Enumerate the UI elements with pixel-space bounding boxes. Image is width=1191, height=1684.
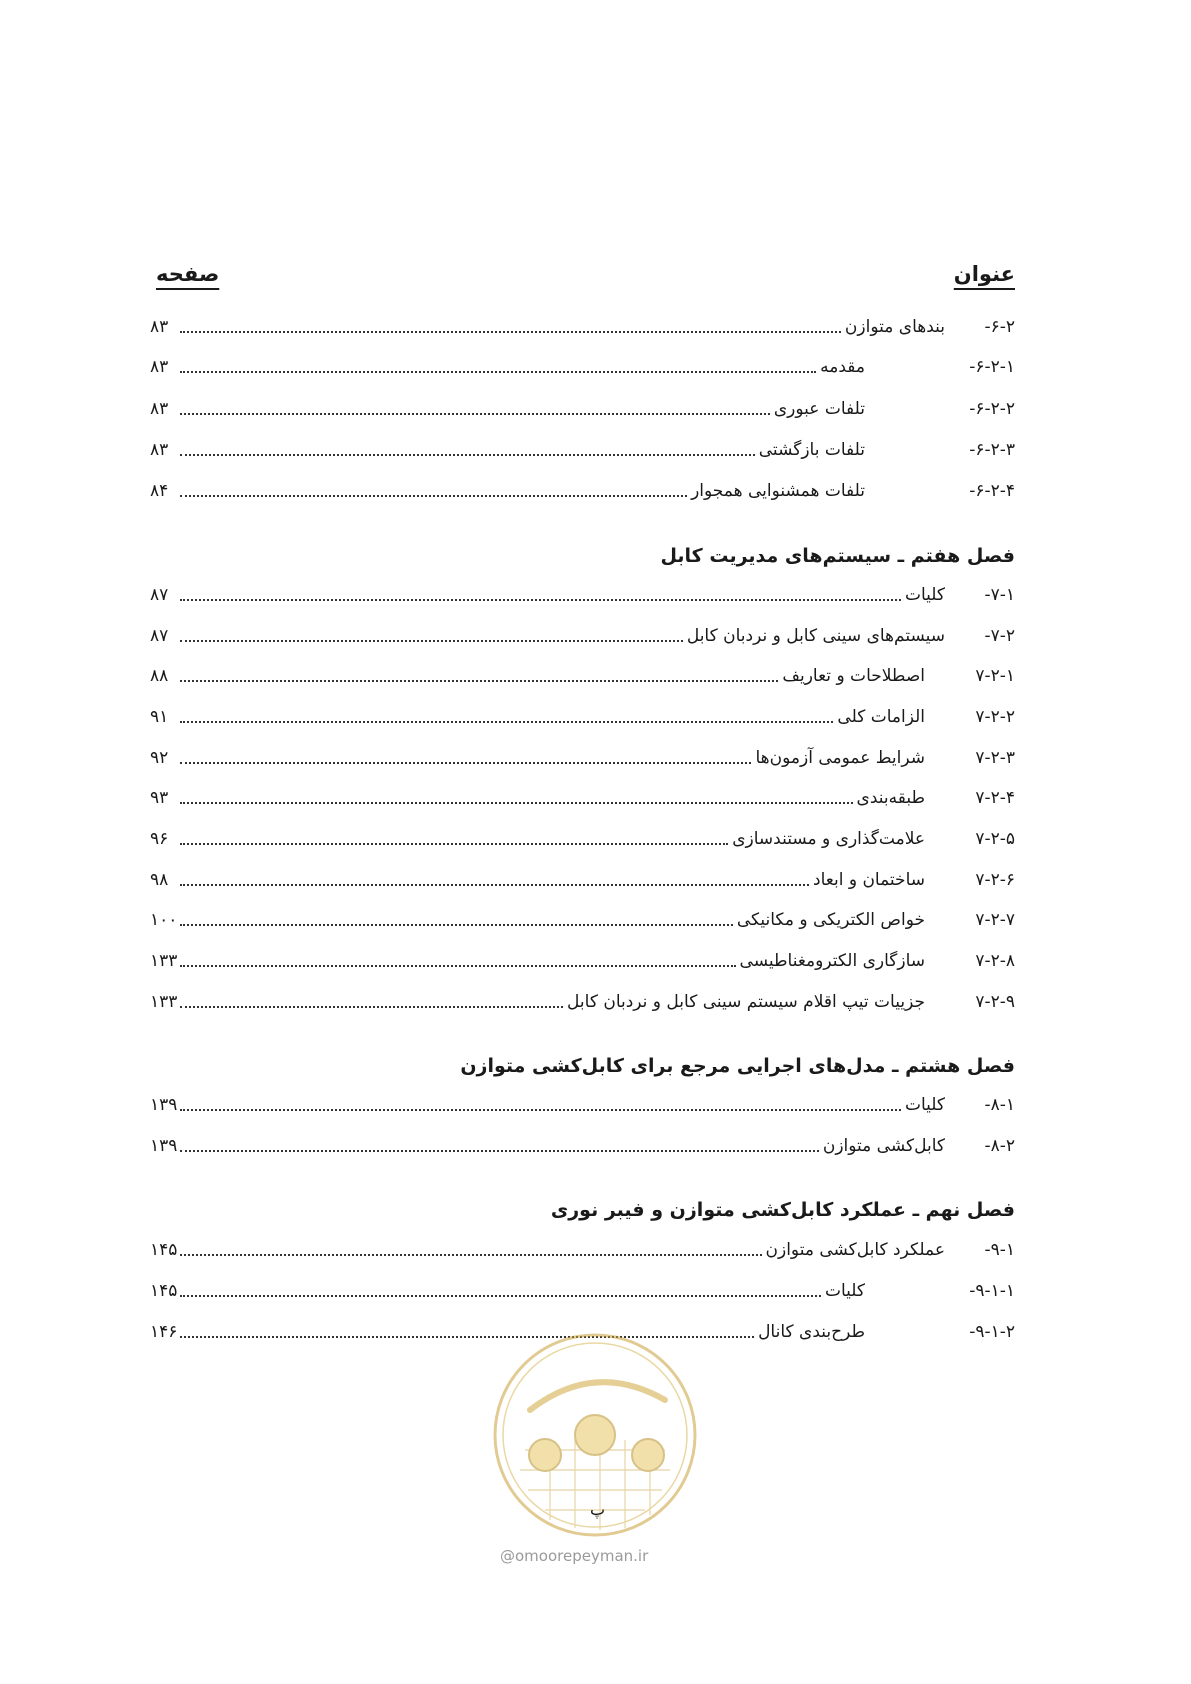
toc-entry[interactable] bbox=[150, 357, 1015, 387]
toc-entry-number: ۷-۲-۴ bbox=[975, 788, 1015, 808]
toc-leader-dots bbox=[180, 762, 751, 764]
toc-entry-number: ۶-۲-۴- bbox=[969, 481, 1015, 501]
toc-entry-page: ۹۲ bbox=[150, 748, 169, 768]
toc-entry-title: بندهای متوازن bbox=[844, 317, 945, 337]
toc-entry-number: ۷-۲-۶ bbox=[975, 870, 1015, 890]
toc-entry-page: ۸۳ bbox=[150, 440, 169, 460]
toc-entry-number: ۶-۲-۱- bbox=[969, 357, 1015, 377]
toc-entry[interactable] bbox=[150, 788, 1015, 818]
toc-leader-dots bbox=[180, 721, 833, 723]
toc-entry-number: ۷-۲-۵ bbox=[975, 829, 1015, 849]
toc-entry-page: ۸۷ bbox=[150, 585, 169, 605]
toc-entry[interactable] bbox=[150, 992, 1015, 1022]
toc-entry[interactable] bbox=[150, 951, 1015, 981]
toc-entry[interactable] bbox=[150, 870, 1015, 900]
toc-entry-title: طبقه‌بندی bbox=[856, 788, 925, 808]
toc-leader-dots bbox=[180, 924, 733, 926]
toc-entry-number: ۶-۲-۲- bbox=[969, 399, 1015, 419]
toc-entry-title: تلفات بازگشتی bbox=[758, 440, 865, 460]
toc-leader-dots bbox=[180, 965, 736, 967]
toc-leader-dots bbox=[180, 843, 728, 845]
toc-entry[interactable] bbox=[150, 1095, 1015, 1125]
column-header-title: عنوان bbox=[953, 262, 1015, 286]
toc-entry-number: ۷-۱- bbox=[984, 585, 1015, 605]
toc-entry-page: ۱۴۶ bbox=[150, 1322, 178, 1342]
toc-leader-dots bbox=[180, 1150, 819, 1152]
toc-entry-title: کلیات bbox=[824, 1281, 865, 1301]
toc-leader-dots bbox=[180, 1109, 901, 1111]
toc-leader-dots bbox=[180, 680, 778, 682]
toc-leader-dots bbox=[180, 413, 770, 415]
toc-entry-title: خواص الکتریکی و مکانیکی bbox=[736, 910, 925, 930]
toc-leader-dots bbox=[180, 599, 901, 601]
toc-leader-dots bbox=[180, 331, 841, 333]
chapter-heading: فصل هفتم ـ سیستم‌های مدیریت کابل bbox=[660, 545, 1015, 567]
toc-entry-title: شرایط عمومی آزمون‌ها bbox=[755, 748, 925, 768]
toc-entry-page: ۱۴۵ bbox=[150, 1240, 178, 1260]
toc-entry-page: ۹۱ bbox=[150, 707, 169, 727]
column-header-page: صفحه bbox=[156, 262, 220, 286]
toc-leader-dots bbox=[180, 1295, 821, 1297]
toc-entry-number: ۷-۲-۲ bbox=[975, 707, 1015, 727]
chapter-heading: فصل هشتم ـ مدل‌های اجرایی مرجع برای کابل‌کشی متوازن bbox=[460, 1055, 1015, 1077]
toc-entry-title: ساختمان و ابعاد bbox=[813, 870, 925, 890]
toc-entry-title: مقدمه bbox=[820, 357, 865, 377]
toc-entry-page: ۱۴۵ bbox=[150, 1281, 178, 1301]
toc-entry-number: ۷-۲-۳ bbox=[975, 748, 1015, 768]
toc-entry-page: ۱۳۹ bbox=[150, 1136, 178, 1156]
toc-leader-dots bbox=[180, 454, 755, 456]
toc-leader-dots bbox=[180, 371, 816, 373]
toc-entry-page: ۹۳ bbox=[150, 788, 169, 808]
toc-entry-page: ۸۳ bbox=[150, 357, 169, 377]
toc-entry-title: تلفات همشنوایی همجوار bbox=[691, 481, 865, 501]
toc-entry-title: سازگاری الکترومغناطیسی bbox=[739, 951, 925, 971]
toc-entry-number: ۹-۱-۲- bbox=[969, 1322, 1015, 1342]
toc-entry[interactable] bbox=[150, 829, 1015, 859]
toc-entry-title: کابل‌کشی متوازن bbox=[822, 1136, 945, 1156]
toc-entry-title: عملکرد کابل‌کشی متوازن bbox=[765, 1240, 945, 1260]
toc-entry-number: ۸-۱- bbox=[984, 1095, 1015, 1115]
toc-leader-dots bbox=[180, 802, 853, 804]
toc-entry-number: ۷-۲-۸ bbox=[975, 951, 1015, 971]
toc-entry-title: الزامات کلی bbox=[837, 707, 925, 727]
toc-entry-number: ۷-۲-۹ bbox=[975, 992, 1015, 1012]
toc-entry-page: ۸۳ bbox=[150, 317, 169, 337]
toc-entry[interactable] bbox=[150, 317, 1015, 347]
toc-entry[interactable] bbox=[150, 666, 1015, 696]
toc-entry-title: اصطلاحات و تعاریف bbox=[782, 666, 925, 686]
toc-entry-page: ۸۳ bbox=[150, 399, 169, 419]
toc-entry[interactable] bbox=[150, 1136, 1015, 1166]
toc-leader-dots bbox=[180, 495, 687, 497]
toc-entry-page: ۱۳۳ bbox=[150, 992, 178, 1012]
toc-entry-page: ۸۸ bbox=[150, 666, 169, 686]
toc-entry-number: ۷-۲- bbox=[984, 626, 1015, 646]
toc-entry-page: ۸۷ bbox=[150, 626, 169, 646]
toc-entry-page: ۹۶ bbox=[150, 829, 169, 849]
toc-entry[interactable] bbox=[150, 707, 1015, 737]
toc-entry-title: طرح‌بندی کانال bbox=[758, 1322, 865, 1342]
toc-entry-page: ۱۰۰ bbox=[150, 910, 178, 930]
toc-entry-title: علامت‌گذاری و مستندسازی bbox=[732, 829, 925, 849]
toc-entry-number: ۸-۲- bbox=[984, 1136, 1015, 1156]
toc-entry-title: کلیات bbox=[904, 1095, 945, 1115]
toc-leader-dots bbox=[180, 884, 809, 886]
toc-entry-title: سیستم‌های سینی کابل و نردبان کابل bbox=[686, 626, 945, 646]
toc-entry-title: تلفات عبوری bbox=[773, 399, 865, 419]
toc-entry-page: ۸۴ bbox=[150, 481, 169, 501]
toc-entry[interactable] bbox=[150, 1281, 1015, 1311]
toc-entry[interactable] bbox=[150, 748, 1015, 778]
toc-entry-number: ۶-۲- bbox=[984, 317, 1015, 337]
toc-entry[interactable] bbox=[150, 626, 1015, 656]
toc-entry-page: ۱۳۹ bbox=[150, 1095, 178, 1115]
toc-entry[interactable] bbox=[150, 481, 1015, 511]
toc-entry-number: ۹-۱-۱- bbox=[969, 1281, 1015, 1301]
toc-entry[interactable] bbox=[150, 440, 1015, 470]
toc-entry[interactable] bbox=[150, 399, 1015, 429]
toc-entry-number: ۷-۲-۱ bbox=[975, 666, 1015, 686]
toc-entry-title: جزییات تیپ اقلام سیستم سینی کابل و نردبان کابل bbox=[567, 992, 925, 1012]
page-number: پ bbox=[590, 1500, 606, 1519]
toc-leader-dots bbox=[180, 1254, 762, 1256]
toc-entry-page: ۱۳۳ bbox=[150, 951, 178, 971]
toc-entry-page: ۹۸ bbox=[150, 870, 169, 890]
chapter-heading: فصل نهم ـ عملکرد کابل‌کشی متوازن و فیبر نوری bbox=[550, 1199, 1015, 1221]
toc-entry-number: ۹-۱- bbox=[984, 1240, 1015, 1260]
toc-entry[interactable] bbox=[150, 585, 1015, 615]
toc-leader-dots bbox=[180, 640, 683, 642]
toc-entry-number: ۶-۲-۳- bbox=[969, 440, 1015, 460]
watermark-handle: @omoorepeyman.ir bbox=[500, 1547, 649, 1565]
toc-leader-dots bbox=[180, 1006, 563, 1008]
toc-entry[interactable] bbox=[150, 910, 1015, 940]
toc-entry[interactable] bbox=[150, 1240, 1015, 1270]
toc-entry-title: کلیات bbox=[904, 585, 945, 605]
toc-entry-number: ۷-۲-۷ bbox=[975, 910, 1015, 930]
